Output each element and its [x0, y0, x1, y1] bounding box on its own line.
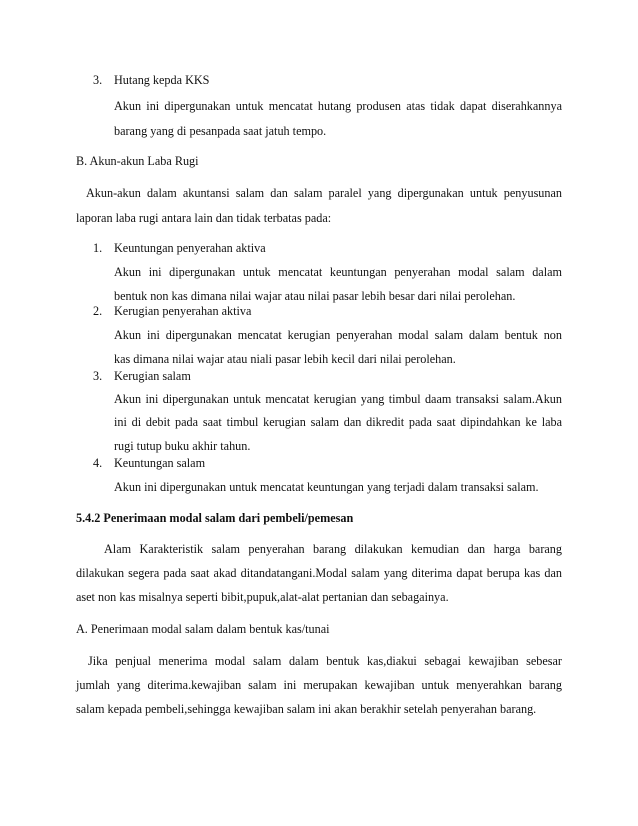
subsection-heading: 5.4.2 Penerimaan modal salam dari pembeli/pemesan: [76, 511, 354, 525]
section-heading: B. Akun-akun Laba Rugi: [76, 154, 199, 168]
list-item-description: Akun ini dipergunakan mencatat kerugian penyerahan modal salam dalam bentuk non: [114, 328, 562, 342]
list-item-description: Akun ini dipergunakan untuk mencatat kerugian yang timbul daam transaksi salam.Akun: [114, 392, 562, 406]
list-item-description: bentuk non kas dimana nilai wajar atau nilai pasar lebih besar dari nilai perolehan.: [114, 289, 516, 303]
list-item-title: Kerugian penyerahan aktiva: [114, 304, 252, 318]
list-item-description: Akun ini dipergunakan untuk mencatat hutang produsen atas tidak dapat diserahkannya: [114, 99, 562, 113]
paragraph-line: Jika penjual menerima modal salam dalam bentuk kas,diakui sebagai kewajiban sebesar: [88, 654, 562, 668]
list-item-number: 2.: [93, 304, 103, 318]
list-item-description: rugi tutup buku akhir tahun.: [114, 439, 251, 453]
paragraph-line: laporan laba rugi antara lain dan tidak terbatas pada:: [76, 211, 332, 225]
list-item-number: 3.: [93, 369, 103, 383]
list-item-description: Akun ini dipergunakan untuk mencatat keuntungan yang terjadi dalam transaksi salam.: [114, 480, 539, 494]
list-item-title: Keuntungan penyerahan aktiva: [114, 241, 266, 255]
paragraph-line: Akun-akun dalam akuntansi salam dan salam paralel yang dipergunakan untuk penyusunan: [86, 186, 562, 200]
paragraph-line: dilakukan segera pada saat akad ditandatangani.Modal salam yang diterima dapat berupa kas dan: [76, 566, 562, 580]
paragraph-line: Alam Karakteristik salam penyerahan barang dilakukan kemudian dan harga barang: [104, 542, 562, 556]
list-item-title: Keuntungan salam: [114, 456, 206, 470]
list-item-description: Akun ini dipergunakan untuk mencatat keuntungan penyerahan modal salam dalam: [114, 265, 562, 279]
paragraph-line: salam kepada pembeli,sehingga kewajiban salam ini akan berakhir setelah penyerahan barang.: [76, 702, 537, 716]
list-item-description: ini di debit pada saat timbul kerugian salam dan dikredit pada saat dipindahkan ke laba: [114, 415, 562, 429]
list-item-number: 1.: [93, 241, 103, 255]
list-item-description: barang yang di pesanpada saat jatuh tempo.: [114, 124, 327, 138]
list-item-description: kas dimana nilai wajar atau niali pasar lebih kecil dari nilai perolehan.: [114, 352, 456, 366]
list-item-title: Kerugian salam: [114, 369, 191, 383]
list-item-title: Hutang kepda KKS: [114, 73, 210, 87]
list-item-number: 3.: [93, 73, 103, 87]
section-heading: A. Penerimaan modal salam dalam bentuk kas/tunai: [76, 622, 330, 636]
paragraph-line: jumlah yang diterima.kewajiban salam ini merupakan kewajiban untuk menyerahkan barang: [76, 678, 562, 692]
list-item-number: 4.: [93, 456, 103, 470]
paragraph-line: aset non kas misalnya seperti bibit,pupuk,alat-alat pertanian dan sebagainya.: [76, 590, 449, 604]
